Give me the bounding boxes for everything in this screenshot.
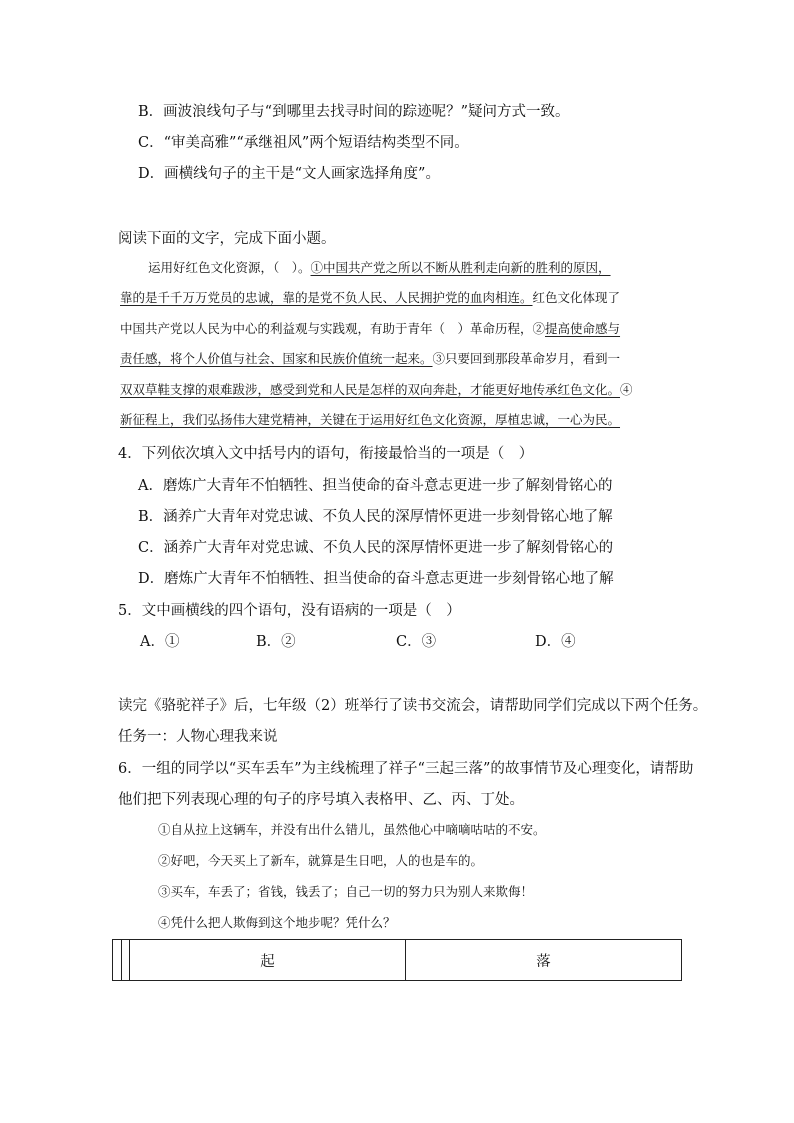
q4-option-b: B．涵养广大青年对党忠诚、不负人民的深厚情怀更进一步刻骨铭心地了解 <box>138 509 613 525</box>
quote-2: ②好吧，今天买上了新车，就算是生日吧，人的也是车的。 <box>158 853 484 868</box>
table-header-rise: 起 <box>129 940 405 980</box>
passage-line-1 <box>120 258 704 278</box>
q6-stem-line-2: 他们把下列表现心理的句子的序号填入表格甲、乙、丙、丁处。 <box>118 792 524 808</box>
underlined-sentence-4: 新征程上，我们弘扬伟大建党精神，关键在于运用好红色文化资源，厚植忠诚，一心为民。 <box>120 412 621 427</box>
q4-option-a: A．磨炼广大青年不怕牺牲、担当使命的奋斗意志更进一步了解刻骨铭心的 <box>138 478 613 494</box>
q5-option-d: D．④ <box>535 634 576 650</box>
prev-option-c: C．“审美高雅”“承继祖风”两个短语结构类型不同。 <box>138 135 469 151</box>
q5-option-c: C．③ <box>396 634 437 650</box>
prev-option-b: B．画波浪线句子与“到哪里去找寻时间的踪迹呢？”疑问方式一致。 <box>138 104 570 120</box>
passage-text: ③只要回到那段革命岁月，看到一 <box>432 351 621 366</box>
underlined-sentence-2: 提高使命感与 <box>545 321 621 336</box>
passage-text: 中国共产党以人民为中心的利益观与实践观，有助于青年（ ）革命历程，② <box>120 321 546 336</box>
underlined-sentence-3: 双双草鞋支撑的艰难跋涉，感受到党和人民是怎样的双向奔赴，才能更好地传承红色文化。 <box>120 382 621 397</box>
quote-4: ④凭什么把人欺侮到这个地步呢？凭什么？ <box>158 915 396 930</box>
quote-3: ③买车，车丢了；省钱，钱丢了；自己一切的努力只为别人来欺侮！ <box>158 884 534 899</box>
prev-option-d: D．画横线句子的主干是“文人画家选择角度”。 <box>138 166 440 182</box>
q5-option-b: B．② <box>256 634 296 650</box>
table-row-label-cell-2 <box>121 940 129 980</box>
plot-table <box>112 939 682 981</box>
q6-stem-line-1: 6．一组的同学以“买车丢车”为主线梳理了祥子“三起三落”的故事情节及心理变化，请帮助 <box>118 761 694 777</box>
passage-text: ④ <box>620 382 633 397</box>
q5-option-a: A．① <box>140 634 180 650</box>
table-row-label-cell <box>113 940 121 980</box>
task-1-heading: 任务一：人物心理我来说 <box>118 729 278 745</box>
reading-instruction: 阅读下面的文字，完成下面小题。 <box>118 231 336 247</box>
q4-option-c: C．涵养广大青年对党忠诚、不负人民的深厚情怀更进一步了解刻骨铭心的 <box>138 540 614 556</box>
q4-stem: 4．下列依次填入文中括号内的语句，衔接最恰当的一项是（ ） <box>118 446 534 462</box>
passage-line-6 <box>120 410 676 430</box>
section-intro: 读完《骆驼祥子》后，七年级（2）班举行了读书交流会，请帮助同学们完成以下两个任务。 <box>118 698 708 714</box>
underlined-sentence-1-cont: 靠的是千千万万党员的忠诚，靠的是党不负人民、人民拥护党的血肉相连。 <box>120 290 533 305</box>
q4-option-d: D．磨炼广大青年不怕牺牲、担当使命的奋斗意志更进一步刻骨铭心地了解 <box>138 571 614 587</box>
q5-stem: 5．文中画横线的四个语句，没有语病的一项是（ ） <box>118 603 461 619</box>
quote-1: ①自从拉上这辆车，并没有出什么错儿，虽然他心中嘀嘀咕咕的不安。 <box>158 822 546 837</box>
passage-line-5 <box>120 380 676 400</box>
passage-line-4 <box>120 349 676 369</box>
passage-text: 红色文化体现了 <box>532 290 621 305</box>
table-header-fall: 落 <box>405 940 681 980</box>
passage-text: 运用好红色文化资源，（ ）。 <box>148 260 311 275</box>
passage-line-2 <box>120 288 676 308</box>
underlined-sentence-2-cont: 责任感，将个人价值与社会、国家和民族价值统一起来。 <box>120 351 433 366</box>
underlined-sentence-1: ①中国共产党之所以不断从胜利走向新的胜利的原因， <box>310 260 611 275</box>
passage-line-3 <box>120 319 676 339</box>
